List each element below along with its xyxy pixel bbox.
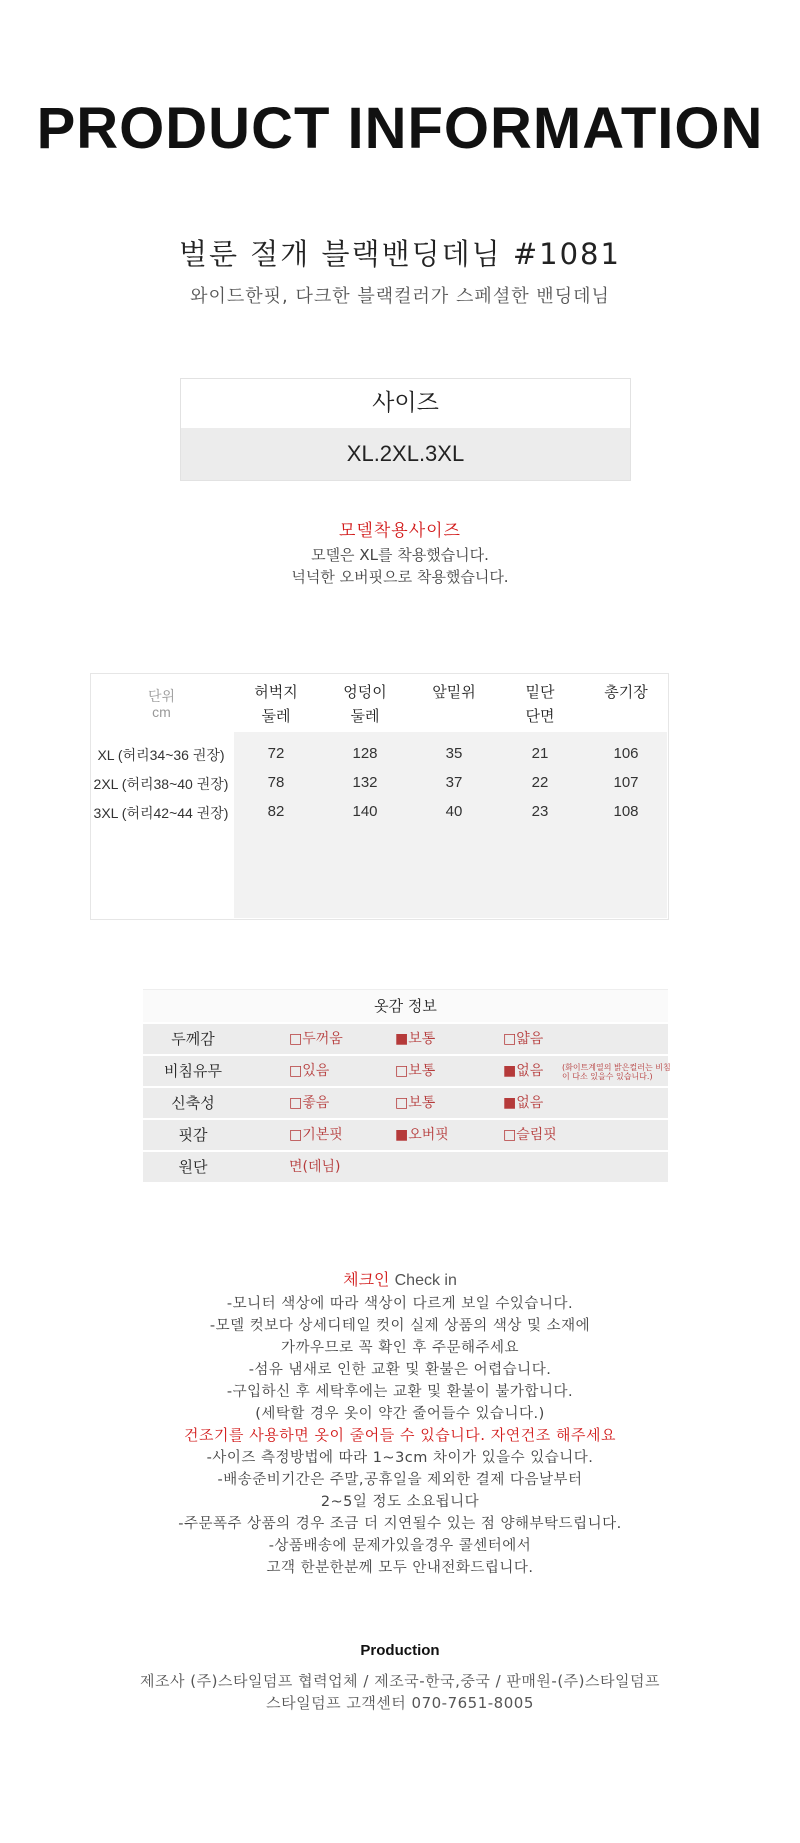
checkin-line: 가까우므로 꼭 확인 후 주문해주세요 bbox=[280, 1340, 520, 1356]
header-line: 밑단 bbox=[525, 683, 555, 701]
fabric-row bbox=[143, 1022, 668, 1054]
table-cell: 23 bbox=[531, 803, 549, 820]
checkin-line: 2~5일 정도 소요됩니다 bbox=[320, 1494, 480, 1510]
fabric-option: ■없음 bbox=[503, 1063, 544, 1079]
page-title: PRODUCT INFORMATION bbox=[36, 96, 764, 161]
measurement-header bbox=[414, 680, 494, 704]
checkin-title-ko: 체크인 bbox=[343, 1270, 390, 1289]
fabric-option: □보통 bbox=[395, 1063, 436, 1079]
fabric-option: ■오버핏 bbox=[395, 1127, 449, 1143]
header-line: 총기장 bbox=[604, 683, 648, 701]
fabric-row bbox=[143, 1054, 671, 1086]
table-cell: 140 bbox=[352, 803, 378, 820]
fabric-row bbox=[143, 1086, 668, 1118]
checkin-line: -섬유 냄새로 인한 교환 및 환불은 어렵습니다. bbox=[248, 1362, 552, 1378]
header-line: 엉덩이 bbox=[343, 683, 387, 701]
fabric-option: □보통 bbox=[395, 1095, 436, 1111]
checkin-warning: 건조기를 사용하면 옷이 줄어들 수 있습니다. 자연건조 해주세요 bbox=[184, 1426, 616, 1444]
fabric-row bbox=[143, 1150, 668, 1182]
checkin-line: -주문폭주 상품의 경우 조금 더 지연될수 있는 점 양해부탁드립니다. bbox=[178, 1516, 622, 1532]
checkin-line: -모델 컷보다 상세디테일 컷이 실제 상품의 색상 및 소재에 bbox=[209, 1318, 591, 1334]
checkin-line: 고객 한분한분께 모두 안내전화드립니다. bbox=[266, 1560, 534, 1576]
size-label: 사이즈 bbox=[181, 379, 630, 428]
customer-center: 스타일덤프 고객센터 070-7651-8005 bbox=[266, 1694, 534, 1712]
fabric-row-label: 신축성 bbox=[171, 1094, 215, 1112]
size-row-label: 3XL (허리42~44 권장) bbox=[93, 805, 229, 821]
table-cell: 78 bbox=[267, 774, 285, 791]
header-line: 둘레 bbox=[350, 707, 380, 725]
model-size-line: 모델은 XL를 착용했습니다. bbox=[311, 546, 489, 564]
table-cell: 108 bbox=[613, 803, 639, 820]
fabric-option: □있음 bbox=[289, 1063, 330, 1079]
fabric-row bbox=[143, 1118, 668, 1150]
measurement-header bbox=[586, 680, 666, 704]
checkin-title bbox=[0, 1267, 800, 1290]
fabric-option: □기본핏 bbox=[289, 1127, 343, 1143]
table-cell: 82 bbox=[267, 803, 285, 820]
checkin-line: -모니터 색상에 따라 색상이 다르게 보일 수있습니다. bbox=[226, 1296, 574, 1312]
fabric-option: □얇음 bbox=[503, 1031, 544, 1047]
checkin-line: -구입하신 후 세탁후에는 교환 및 환불이 불가합니다. bbox=[226, 1384, 574, 1400]
table-cell: 22 bbox=[531, 774, 549, 791]
fabric-info-table bbox=[143, 989, 671, 1182]
product-subtitle: 와이드한핏, 다크한 블랙컬러가 스페셜한 밴딩데님 bbox=[190, 286, 610, 307]
table-cell: 132 bbox=[352, 774, 378, 791]
checkin-line: -상품배송에 문제가있을경우 콜센터에서 bbox=[268, 1538, 532, 1554]
fabric-row-label: 원단 bbox=[178, 1158, 208, 1176]
header-line: 둘레 bbox=[261, 707, 291, 725]
table-cell: 37 bbox=[445, 774, 463, 791]
unit-label: 단위 bbox=[147, 688, 176, 704]
fabric-row-label: 비침유무 bbox=[164, 1062, 222, 1080]
checkin-title-en: Check in bbox=[394, 1272, 457, 1289]
product-name: 벌룬 절개 블랙밴딩데님 #1081 bbox=[179, 237, 621, 271]
fabric-row-label: 두께감 bbox=[171, 1030, 215, 1048]
table-cell: 21 bbox=[531, 745, 549, 762]
production-title: Production bbox=[360, 1642, 440, 1659]
table-cell: 35 bbox=[445, 745, 463, 762]
fabric-option: 면(데님) bbox=[289, 1159, 341, 1175]
fabric-option: □두꺼움 bbox=[289, 1031, 343, 1047]
checkin-line: (세탁할 경우 옷이 약간 줄어들수 있습니다.) bbox=[255, 1406, 545, 1422]
header-line: 허벅지 bbox=[254, 683, 298, 701]
size-row-label: XL (허리34~36 권장) bbox=[97, 747, 225, 763]
fabric-row-label: 핏감 bbox=[178, 1126, 208, 1144]
table-cell: 128 bbox=[352, 745, 378, 762]
fabric-option: ■없음 bbox=[503, 1095, 544, 1111]
fabric-option: ■보통 bbox=[395, 1031, 436, 1047]
measurement-header bbox=[325, 680, 405, 728]
checkin-line: -배송준비기간은 주말,공휴일을 제외한 결제 다음날부터 bbox=[217, 1472, 583, 1488]
fabric-option: □좋음 bbox=[289, 1095, 330, 1111]
size-row-label: 2XL (허리38~40 권장) bbox=[93, 776, 229, 792]
table-cell: 40 bbox=[445, 803, 463, 820]
table-cell: 107 bbox=[613, 774, 639, 791]
production-info: 제조사 (주)스타일덤프 협력업체 / 제조국-한국,중국 / 판매원-(주)스타일덤프 bbox=[140, 1672, 660, 1690]
header-line: 앞밑위 bbox=[432, 683, 476, 701]
size-value: XL.2XL.3XL bbox=[181, 428, 630, 480]
measurement-header bbox=[236, 680, 316, 728]
table-cell: 106 bbox=[613, 745, 639, 762]
model-size-line: 넉넉한 오버핏으로 착용했습니다. bbox=[291, 568, 509, 586]
header-line: 단면 bbox=[525, 707, 555, 725]
table-cell: 72 bbox=[267, 745, 285, 762]
unit-value: cm bbox=[152, 704, 171, 720]
fabric-option: □슬림핏 bbox=[503, 1127, 557, 1143]
fabric-info-title: 옷감 정보 bbox=[143, 990, 668, 1022]
fabric-note: (화이트계열의 밝은컬러는 비침이 다소 있을수 있습니다.) bbox=[562, 1063, 671, 1081]
checkin-line: -사이즈 측정방법에 따라 1~3cm 차이가 있을수 있습니다. bbox=[206, 1450, 594, 1466]
model-size-title: 모델착용사이즈 bbox=[339, 521, 461, 541]
size-box bbox=[180, 378, 631, 481]
measurement-unit bbox=[90, 688, 233, 720]
measurement-header bbox=[500, 680, 580, 728]
